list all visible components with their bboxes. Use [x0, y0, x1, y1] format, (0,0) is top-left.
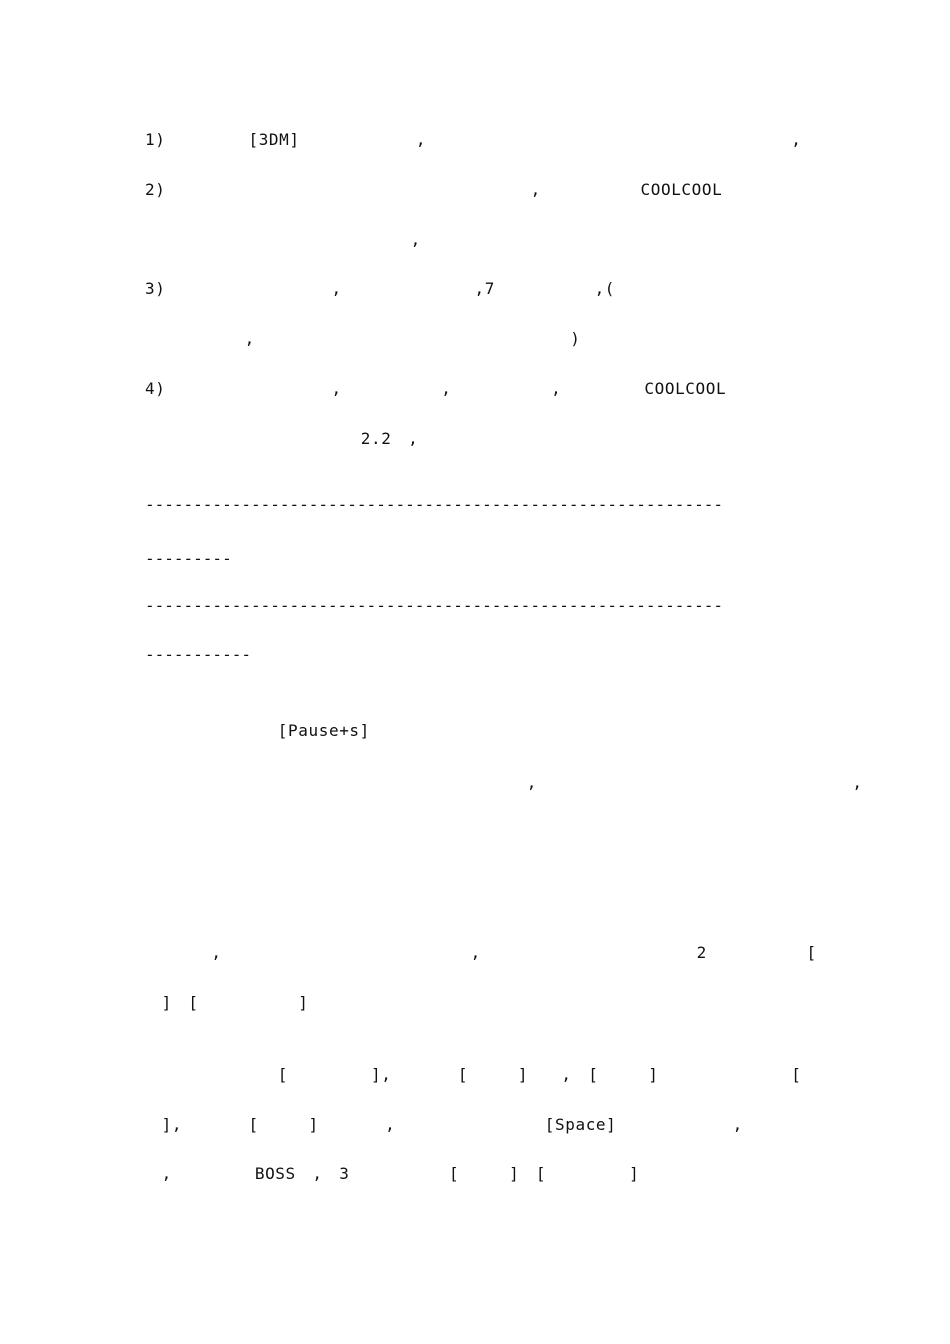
text-line — [145, 890, 178, 913]
separator-line: ------------------------------------------------------------ — [145, 495, 723, 514]
text-line: , BOSS , 3 [ ] [ ] — [145, 1164, 706, 1183]
text-line: , , 2 [ — [145, 943, 817, 962]
text-line: ] [ ] — [145, 993, 375, 1012]
separator-line: ----------- — [145, 645, 251, 664]
text-line — [145, 818, 377, 841]
text-line: , — [145, 230, 421, 249]
text-line: [ ], [ ] , [ ] [ — [145, 1065, 802, 1084]
text-line: , ) — [145, 329, 581, 348]
text-line: 1) [3DM] , , — [145, 130, 802, 149]
text-line: 3) , ,7 ,( — [145, 279, 782, 298]
text-line: 2.2 , — [145, 429, 419, 448]
separator-heading: --------- — [145, 549, 280, 568]
text-line: , , — [145, 773, 863, 792]
text-line: ], [ ] , [Space] , — [145, 1115, 793, 1134]
text-line: 4) , , , COOLCOOL — [145, 379, 777, 398]
separator-line: ------------------------------------------------------------ — [145, 596, 723, 615]
text-line: 2) , COOLCOOL — [145, 180, 773, 199]
text-line: [Pause+s] — [145, 721, 404, 740]
